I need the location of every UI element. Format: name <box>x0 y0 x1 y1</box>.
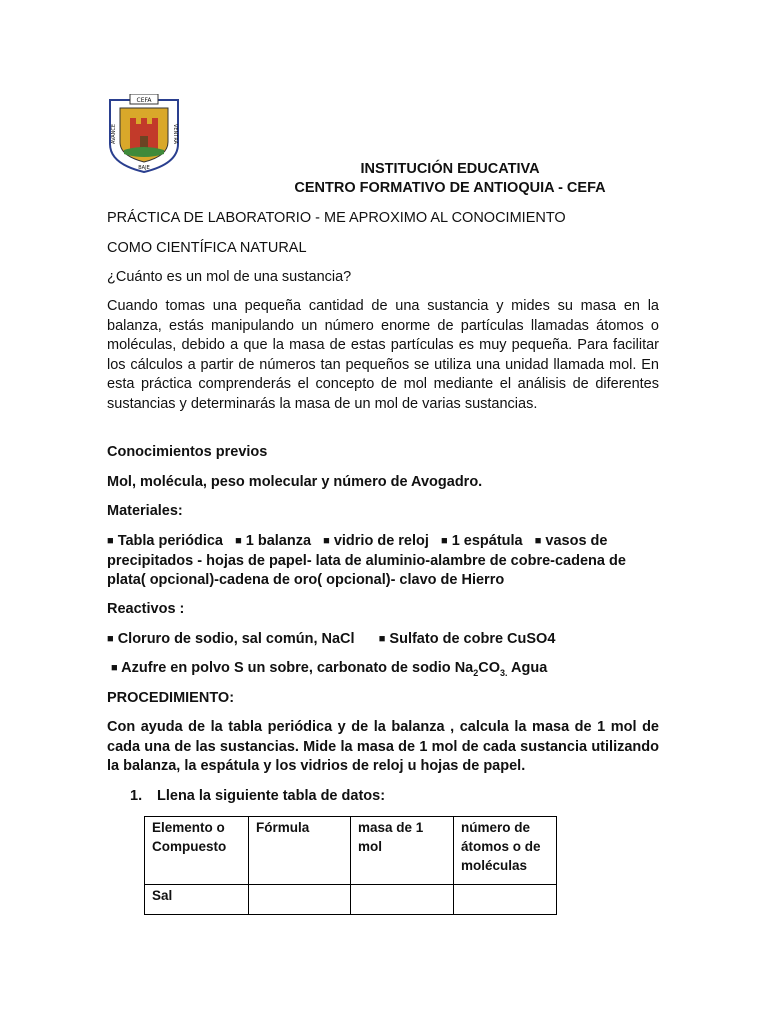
reagent-item: Cloruro de sodio, sal común, NaCl <box>117 631 355 647</box>
material-item: Tabla periódica <box>117 533 223 549</box>
document-header <box>250 160 650 198</box>
table-header-row <box>145 817 557 885</box>
crest-left-motto: AVANCE <box>111 123 117 145</box>
practice-title-line2: COMO CIENTÍFICA NATURAL <box>107 240 307 256</box>
prior-knowledge-text: Mol, molécula, peso molecular y número de Avogadro. <box>107 474 483 490</box>
table-cell[interactable] <box>351 885 454 915</box>
step-number: 1. <box>130 788 143 804</box>
bullet-icon: ■ <box>107 633 114 645</box>
reagent-item: CO <box>478 660 500 676</box>
table-cell[interactable] <box>249 885 351 915</box>
reagents-heading: Reactivos : <box>107 601 185 617</box>
subscript: 3. <box>500 667 508 678</box>
procedure-text: Con ayuda de la tabla periódica y de la balanza , calcula la masa de 1 mol de cada una de las sustancias. Mide la masa de 1 mol de cada sustancia utilizando la balanza, la espátula y los vidrios de reloj u hojas de papel. <box>107 719 659 774</box>
table-cell[interactable]: Sal <box>145 885 249 915</box>
question: ¿Cuánto es un mol de una sustancia? <box>107 269 352 285</box>
reagents-line1 <box>107 630 659 650</box>
bullet-icon: ■ <box>378 633 386 645</box>
bullet-icon: ■ <box>441 535 448 547</box>
material-item: 1 balanza <box>245 533 312 549</box>
bullet-icon: ■ <box>534 535 542 547</box>
table-header-cell: número de átomos o de moléculas <box>454 817 557 885</box>
materials-heading: Materiales: <box>107 503 183 519</box>
institution-fullname: CENTRO FORMATIVO DE ANTIOQUIA - CEFA <box>294 180 606 196</box>
material-item-rest: vasos de precipitados - hojas de papel- lata de aluminio-alambre de cobre-cadena de plata( opcional)-cadena de oro( opcional)- clavo de Hierro <box>107 533 626 588</box>
procedure-heading: PROCEDIMIENTO: <box>107 690 235 706</box>
table-header-cell: Elemento o Compuesto <box>145 817 249 885</box>
reagents-line2 <box>107 659 659 679</box>
table-cell[interactable] <box>454 885 557 915</box>
material-item: vidrio de reloj <box>333 533 429 549</box>
crest-top-text: CEFA <box>136 97 152 104</box>
bullet-icon: ■ <box>323 535 330 547</box>
step-text: Llena la siguiente tabla de datos: <box>157 788 386 804</box>
reagent-item: Sulfato de cobre CuSO4 <box>389 631 556 647</box>
cefa-crest-logo <box>106 94 182 174</box>
bullet-icon: ■ <box>235 535 242 547</box>
table-header-cell: masa de 1 mol <box>351 817 454 885</box>
crest-bottom-text: BAJE <box>138 165 150 171</box>
institution-name: INSTITUCIÓN EDUCATIVA <box>360 161 540 177</box>
material-item: 1 espátula <box>451 533 523 549</box>
practice-title-line1: PRÁCTICA DE LABORATORIO - ME APROXIMO AL CONOCIMIENTO <box>107 210 566 226</box>
reagent-item: Agua <box>507 660 548 676</box>
subscript: 2 <box>473 667 479 678</box>
bullet-icon: ■ <box>111 662 118 674</box>
crest-right-motto: VENTRA <box>172 123 178 145</box>
materials-list <box>107 532 659 591</box>
table-header-cell: Fórmula <box>249 817 351 885</box>
data-table <box>144 816 557 915</box>
prior-knowledge-heading: Conocimientos previos <box>107 444 268 460</box>
step-1 <box>130 788 385 804</box>
table-row <box>145 885 557 915</box>
intro-paragraph: Cuando tomas una pequeña cantidad de una sustancia y mides su masa en la balanza, estás manipulando un número enorme de partículas llamadas átomos o moléculas, debido a que la masa de estas partículas es muy pequeña. Para facilitar los cálculos a partir de números tan pequeños se utiliza una unidad llamada mol. En esta práctica comprenderás el concepto de mol mediante el análisis de diferentes sustancias y determinarás la masa de un mol de varias sustancias. <box>107 298 659 412</box>
reagent-item: Azufre en polvo S un sobre, carbonato de sodio Na <box>121 660 474 676</box>
bullet-icon: ■ <box>107 535 114 547</box>
